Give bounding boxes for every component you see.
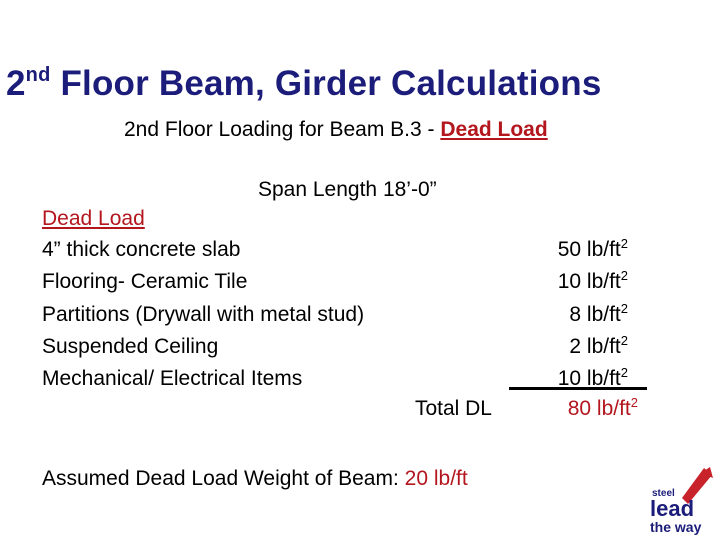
- load-item-value: 10 $lb/ft^2$: [557, 365, 628, 390]
- load-item-value: 50 $lb/ft^2$: [557, 236, 628, 261]
- slide-title: [6, 64, 601, 104]
- total-label: Total DL: [414, 397, 492, 420]
- steel-lead-the-way-logo: [646, 466, 714, 536]
- load-item-label: 4” thick concrete slab: [42, 238, 241, 261]
- beam-weight: [42, 467, 468, 491]
- load-item-label: Mechanical/ Electrical Items: [42, 367, 303, 390]
- subtitle-prefix: 2nd Floor Loading for Beam B.3 -: [124, 118, 441, 141]
- sum-underline: [509, 387, 647, 390]
- title-ordinal: nd: [25, 64, 51, 86]
- svg-text:the way: the way: [650, 519, 702, 535]
- beam-weight-value: 20 lb/ft: [404, 467, 468, 490]
- load-item-value: 8 $lb/ft^2$: [569, 301, 628, 326]
- load-item-value: 10 $lb/ft^2$: [557, 268, 628, 293]
- total-value: 80 $lb/ft^2$: [567, 395, 638, 420]
- svg-text:lead: lead: [650, 496, 695, 521]
- beam-weight-label: Assumed Dead Load Weight of Beam:: [42, 467, 405, 490]
- load-item-label: Partitions (Drywall with metal stud): [42, 303, 365, 326]
- load-item-value: 2 $lb/ft^2$: [569, 333, 628, 358]
- title-number: 2: [6, 64, 26, 103]
- section-heading: Dead Load: [42, 207, 145, 230]
- title-text: Floor Beam, Girder Calculations: [50, 64, 602, 103]
- svg-text:steel: steel: [652, 488, 675, 499]
- span-length: Span Length 18’-0”: [258, 178, 437, 201]
- subtitle-highlight: Dead Load: [440, 118, 548, 141]
- load-item-label: Suspended Ceiling: [42, 335, 219, 358]
- slide-subtitle: [124, 118, 548, 142]
- load-item-label: Flooring- Ceramic Tile: [42, 270, 248, 293]
